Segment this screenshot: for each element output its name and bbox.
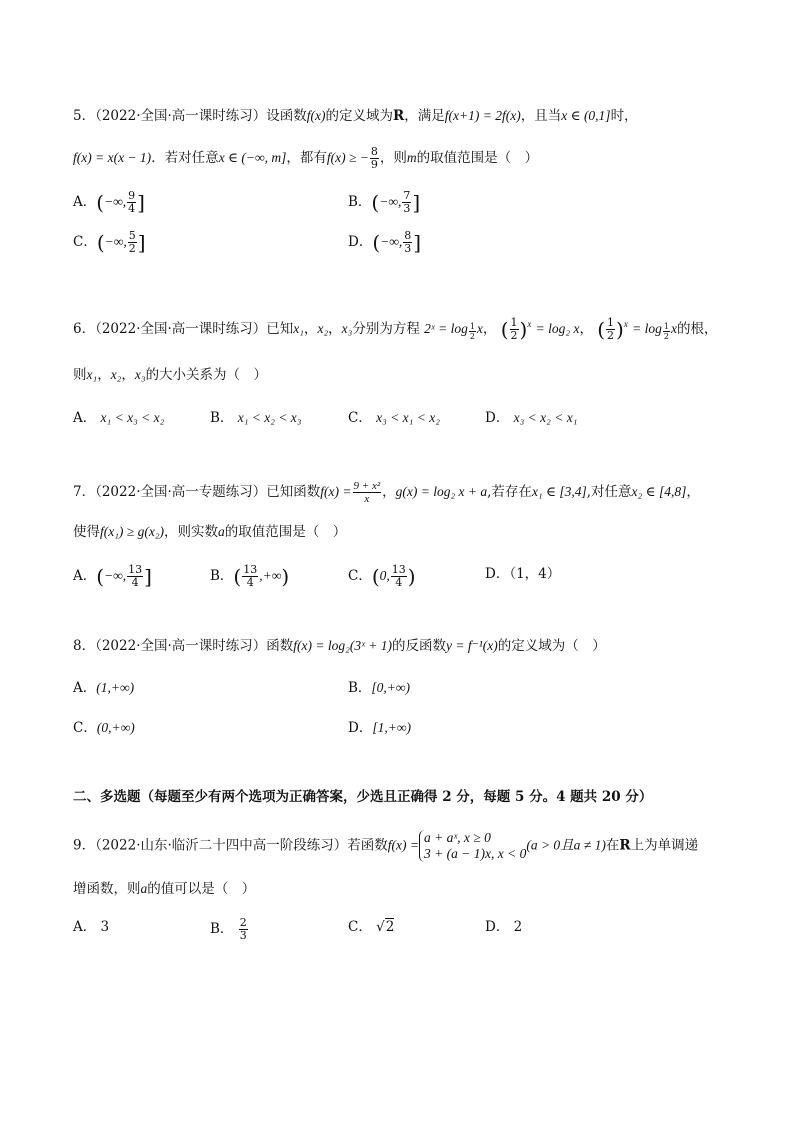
q6-option-a[interactable] xyxy=(73,408,164,428)
frac-den: 2 xyxy=(128,242,136,255)
option-text: −∞, xyxy=(104,234,127,249)
q6-x3: x₃ xyxy=(134,367,146,382)
q8-text: 的反函数 xyxy=(392,638,446,654)
option-label: A． xyxy=(73,680,97,696)
option-text: −∞, xyxy=(104,568,127,583)
q6-var: x xyxy=(476,321,483,336)
q7-option-d[interactable] xyxy=(485,564,560,584)
frac-den: 4 xyxy=(131,576,139,589)
q7-text: ,若存在 xyxy=(487,484,532,500)
frac-den: x xyxy=(364,493,370,505)
q5-m: m xyxy=(406,150,417,165)
q7-text: 已知函数 xyxy=(266,484,321,500)
q7-option-c[interactable]: C．(0, $\frac{13}{4}$ ) xyxy=(348,563,416,589)
option-text: 0, xyxy=(379,568,390,583)
frac-num: 9 + x² xyxy=(353,480,381,492)
q7-source: （2022·全国·高一专题练习） xyxy=(95,484,267,500)
option-label: C． xyxy=(348,410,372,426)
q7-text: ,对任意 xyxy=(586,484,632,500)
q9-option-d[interactable] xyxy=(485,917,522,937)
option-label: B． xyxy=(210,568,234,584)
frac-num: 9 xyxy=(128,189,136,202)
q9-text: 若函数 xyxy=(347,837,388,854)
q5-text: ．若对任意 xyxy=(151,150,219,166)
q5-ineq: f(x) ≥ − xyxy=(326,150,369,165)
q9-option-b[interactable] xyxy=(210,917,249,942)
q9-option-a[interactable] xyxy=(73,917,109,937)
q5-range: x ∈ (−∞, m] xyxy=(218,150,287,165)
q7-f-frac xyxy=(353,480,382,505)
q5-text: ，且当 xyxy=(520,108,562,124)
q9-cond: (a > 0且a ≠ 1) xyxy=(526,837,606,853)
q8-number: 8． xyxy=(73,638,96,654)
q6-base-frac xyxy=(663,322,670,341)
q6-text: 的根， xyxy=(677,321,718,337)
q7-x2: x₂ ∈ [4,8] xyxy=(631,484,687,499)
frac-num: 13 xyxy=(391,563,406,576)
q6-var: x xyxy=(671,321,677,336)
q9-text: 上为单调递 xyxy=(630,837,699,854)
option-text: x₃ < x₂ < x₁ xyxy=(513,410,578,425)
q7-g: g(x) = log₂ x + a xyxy=(395,484,488,499)
q5-option-b[interactable]: B．(−∞, $\frac{7}{3}$ ] xyxy=(348,189,421,215)
frac-num: 13 xyxy=(243,563,258,576)
q6-text: ， xyxy=(303,321,318,337)
q5-line1 xyxy=(73,106,638,126)
q9-f: f(x) = xyxy=(387,837,420,853)
option-label: D． xyxy=(348,234,373,250)
q6-x3: x₃ xyxy=(341,321,353,336)
option-frac xyxy=(403,230,412,255)
frac-num: 1 xyxy=(510,316,518,329)
q9-piecewise xyxy=(419,830,526,862)
q6-base-frac xyxy=(469,322,476,341)
option-label: A． xyxy=(73,919,97,935)
frac-den: 4 xyxy=(246,576,254,589)
option-label: D． xyxy=(348,720,373,736)
option-label: D． xyxy=(485,410,510,426)
q9-case1: a + aˣ, x ≥ 0 xyxy=(424,830,491,845)
q7-ineq: f(x₁) ≥ g(x₂) xyxy=(100,524,165,539)
option-label: C． xyxy=(348,568,372,584)
frac-den: 2 xyxy=(510,329,518,342)
q6-x2: x₂ xyxy=(317,321,329,336)
q5-R: R xyxy=(393,108,405,124)
option-text: x₁ < x₃ < x₂ xyxy=(100,410,165,425)
q6-exp: x xyxy=(623,319,628,329)
q5-text: 的取值范围是（ ） xyxy=(416,150,539,166)
section-heading: 二、多选题（每题至少有两个选项为正确答案，少选且正确得 2 分，每题 5 分。4 题共 20 分） xyxy=(73,789,653,805)
frac-den: 3 xyxy=(404,242,412,255)
q6-option-d[interactable] xyxy=(485,408,577,428)
q5-def: f(x) = x(x − 1) xyxy=(73,150,152,165)
frac-num: 8 xyxy=(404,229,412,242)
q9-text: 的值可以是（ ） xyxy=(147,881,256,897)
q7-a: a xyxy=(218,524,225,539)
option-frac xyxy=(391,564,407,589)
q6-half-frac xyxy=(510,317,519,342)
q9-R: R xyxy=(619,837,631,854)
q7-line2 xyxy=(73,522,346,542)
q6-text: 已知 xyxy=(266,321,294,337)
q6-text: ， xyxy=(121,367,135,383)
q5-line2 xyxy=(73,146,538,171)
q8-line1 xyxy=(73,636,606,656)
q9-text: 在 xyxy=(605,837,620,854)
q8-text: 的定义域为（ ） xyxy=(497,638,606,654)
q7-text: 使得 xyxy=(73,524,100,540)
q5-number: 5． xyxy=(73,108,96,124)
option-frac xyxy=(128,230,137,255)
q9-option-c[interactable] xyxy=(348,917,394,937)
q6-text: 则 xyxy=(73,367,87,383)
q5-text: ，都有 xyxy=(286,150,327,166)
option-label: D． xyxy=(485,566,510,582)
option-text: −∞, xyxy=(380,234,403,249)
q6-eq3: = log xyxy=(632,321,662,336)
q6-eq2: = log₂ x xyxy=(535,321,580,336)
q5-fx: f(x) xyxy=(306,108,326,123)
sqrt-icon: √2 xyxy=(376,919,395,935)
q6-eq1: 2ˣ = log xyxy=(424,321,468,336)
q8-option-a[interactable] xyxy=(73,678,134,698)
q8-option-c[interactable] xyxy=(73,718,135,738)
q5-cond: x ∈ (0,1] xyxy=(561,108,611,123)
q6-exp: x xyxy=(527,319,532,329)
q7-number: 7． xyxy=(73,484,96,500)
q5-text: 设函数 xyxy=(266,108,307,124)
q9-line1 xyxy=(73,830,698,862)
q6-x1: x₁ xyxy=(293,321,304,336)
q5-text: ，满足 xyxy=(404,108,445,124)
option-text: 2 xyxy=(513,919,523,935)
option-text: [1,+∞) xyxy=(372,720,411,735)
frac-den: 2 xyxy=(607,329,615,342)
q9-a: a xyxy=(140,881,148,896)
q5-text: 的定义域为 xyxy=(325,108,394,124)
option-text: [0,+∞) xyxy=(371,680,411,695)
option-frac xyxy=(402,190,411,215)
option-label: B． xyxy=(348,194,372,210)
frac-num: 1 xyxy=(607,316,615,329)
option-label: B． xyxy=(210,410,234,426)
frac-den: 2 xyxy=(663,332,669,341)
q6-text: ， xyxy=(328,321,342,337)
q8-inv: y = f⁻¹(x) xyxy=(446,638,498,653)
q5-option-c[interactable]: C．(−∞, $\frac{5}{2}$ ] xyxy=(73,229,146,255)
option-text: 3 xyxy=(100,919,110,935)
frac-den: 3 xyxy=(239,929,247,942)
q7-text: 的取值范围是（ ） xyxy=(224,524,347,540)
option-text: −∞, xyxy=(379,194,402,209)
q6-x1: x₁ xyxy=(86,367,98,382)
q6-source: （2022·全国·高一课时练习） xyxy=(95,321,267,337)
option-text: (0,+∞) xyxy=(96,720,135,735)
frac-den: 9 xyxy=(370,158,378,171)
frac-num: 1 xyxy=(469,322,475,331)
q5-text: ，则 xyxy=(379,150,407,166)
q8-f: f(x) = log₂(3ˣ + 1) xyxy=(293,638,392,653)
frac-num: 1 xyxy=(663,322,669,331)
option-frac xyxy=(242,564,258,589)
frac-den: 2 xyxy=(469,332,475,341)
frac-num: 13 xyxy=(128,563,143,576)
option-label: A． xyxy=(73,194,97,210)
q8-option-b[interactable] xyxy=(348,678,410,698)
option-label: C． xyxy=(348,919,372,935)
q7-option-b[interactable]: B．( $\frac{13}{4}$ ,+∞) xyxy=(210,563,290,589)
option-label: C． xyxy=(73,720,97,736)
q7-f: f(x) = xyxy=(320,484,352,499)
q7-x1: x₁ ∈ [3,4] xyxy=(531,484,587,499)
q6-text: 的大小关系为（ ） xyxy=(145,367,268,383)
option-text: （1，4） xyxy=(509,566,561,582)
q6-text: ， xyxy=(97,367,111,383)
q7-line1 xyxy=(73,480,700,505)
frac-num: 8 xyxy=(370,145,378,158)
q6-number: 6． xyxy=(73,321,96,337)
frac-den: 3 xyxy=(403,202,411,215)
q6-line2 xyxy=(73,365,267,385)
q5-text: 时， xyxy=(610,108,638,124)
q7-text: ，则实数 xyxy=(164,524,219,540)
q5-ineq-frac xyxy=(370,146,379,171)
q6-half-frac xyxy=(606,317,615,342)
frac-num: 5 xyxy=(128,229,136,242)
option-text: x₁ < x₂ < x₃ xyxy=(237,410,302,425)
frac-num: 7 xyxy=(403,189,411,202)
frac-num: 2 xyxy=(239,916,247,929)
q6-text: ， xyxy=(482,321,497,337)
q9-source: （2022·山东·临沂二十四中高一阶段练习） xyxy=(95,837,348,854)
q6-line1: 6．（2022·全国·高一课时练习）已知x₁，x₂，x₃分别为方程 2ˣ = log $\frac{1}{2}$ x， ( $\frac{1}{2}$ )$^x$ = log₂ x， ( $\frac{1}{2}$ )$^x$ = log $\frac{1}{2}$ x的根， xyxy=(73,316,718,342)
q7-text: ， xyxy=(382,484,396,500)
option-frac xyxy=(127,564,143,589)
q5-eq: f(x+1) = 2f(x) xyxy=(444,108,521,123)
option-label: A． xyxy=(73,568,97,584)
frac-den: 4 xyxy=(128,202,136,215)
option-text: 2 xyxy=(385,919,395,935)
option-text: −∞, xyxy=(104,194,127,209)
frac-den: 4 xyxy=(395,576,403,589)
q5-source: （2022·全国·高一课时练习） xyxy=(95,108,267,124)
q8-option-d[interactable] xyxy=(348,718,411,738)
q7-text: ， xyxy=(686,484,700,500)
option-label: A． xyxy=(73,410,97,426)
q8-source: （2022·全国·高一课时练习） xyxy=(95,638,267,654)
q7-option-a[interactable]: A．(−∞, $\frac{13}{4}$ ] xyxy=(73,563,152,589)
q6-option-c[interactable] xyxy=(348,408,440,428)
option-frac xyxy=(127,190,136,215)
option-label: B． xyxy=(348,680,372,696)
option-frac xyxy=(239,917,248,942)
q9-number: 9． xyxy=(73,837,96,854)
q6-x2: x₂ xyxy=(110,367,122,382)
option-text: ,+∞ xyxy=(259,568,282,583)
q8-text: 函数 xyxy=(266,638,294,654)
q6-text: 分别为方程 xyxy=(352,321,420,337)
q6-option-b[interactable] xyxy=(210,408,302,428)
q5-option-a[interactable]: A．(−∞, $\frac{9}{4}$ ] xyxy=(73,189,145,215)
option-label: D． xyxy=(485,919,510,935)
q9-line2 xyxy=(73,879,255,899)
q9-text: 增函数，则 xyxy=(73,881,141,897)
q9-case2: 3 + (a − 1)x, x < 0 xyxy=(424,846,527,861)
option-text: x₃ < x₁ < x₂ xyxy=(376,410,440,425)
option-label: C． xyxy=(73,234,97,250)
option-label: B． xyxy=(210,921,234,937)
q6-text: ， xyxy=(579,321,593,337)
q5-option-d[interactable]: D．(−∞, $\frac{8}{3}$ ] xyxy=(348,229,422,255)
option-text: (1,+∞) xyxy=(96,680,135,695)
